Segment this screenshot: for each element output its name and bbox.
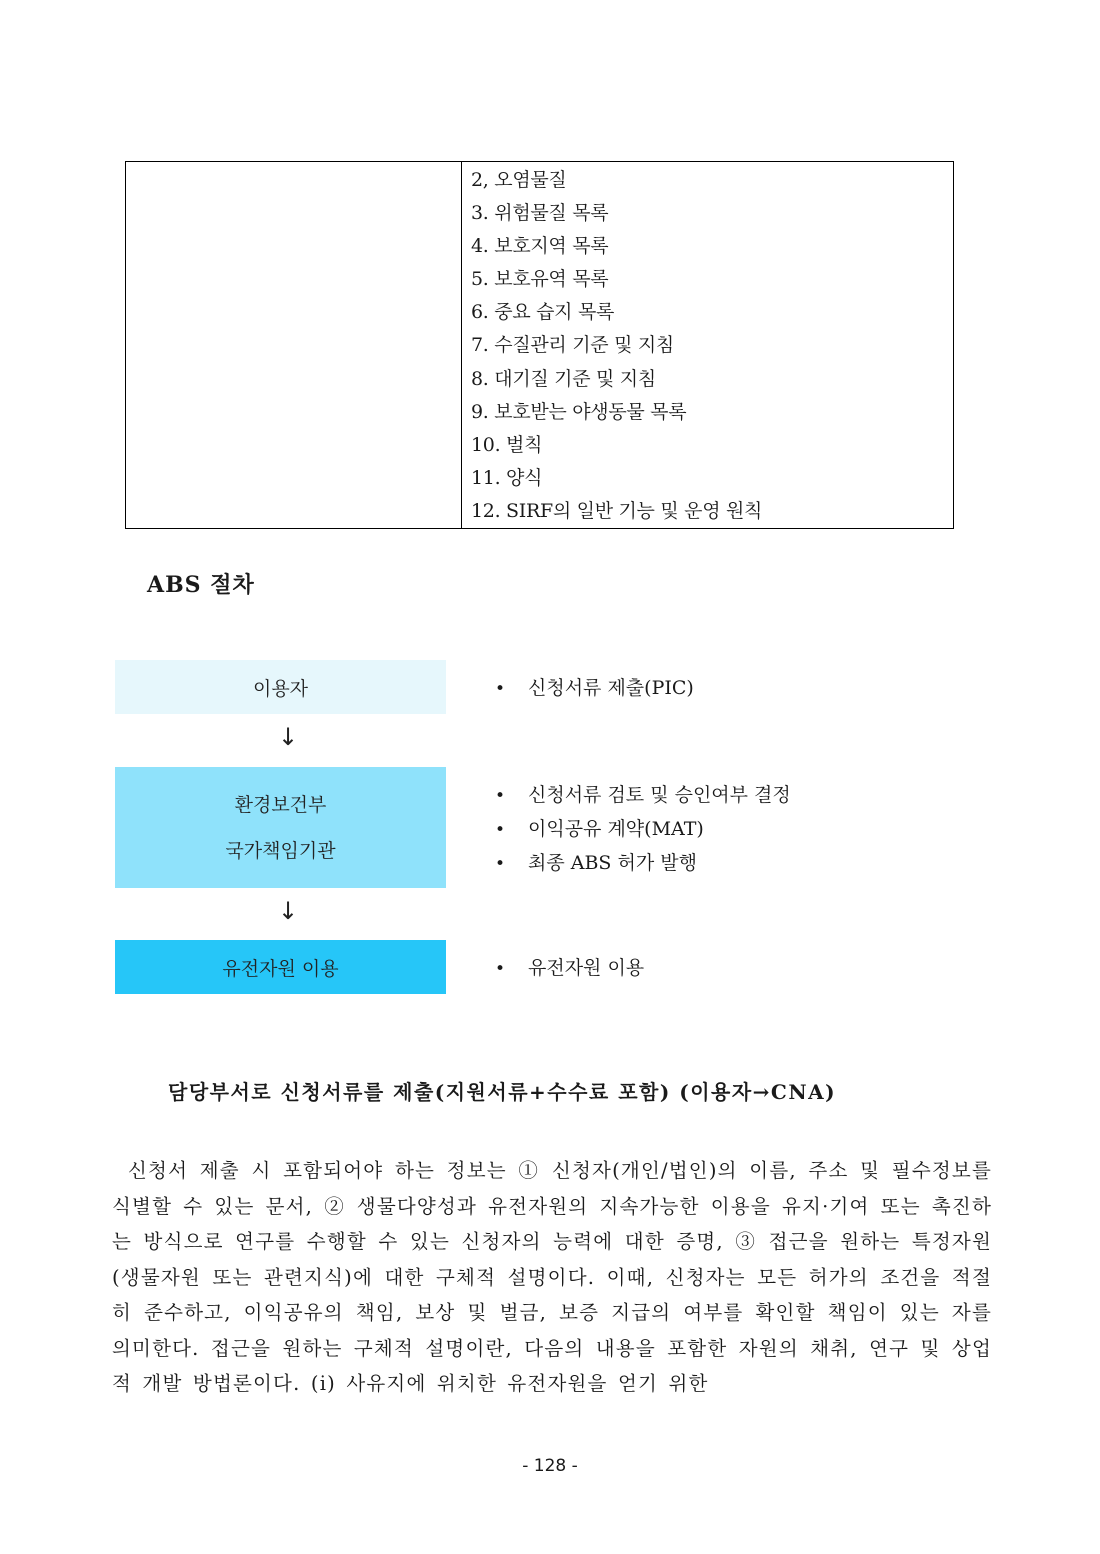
flow-box-authority bbox=[115, 767, 446, 888]
step-bullets-authority bbox=[495, 778, 791, 880]
body-paragraph: 신청서 제출 시 포함되어야 하는 정보는 ① 신청자(개인/법인)의 이름, 주소 및 필수정보를 식별할 수 있는 문서, ② 생물다양성과 유전자원의 지속가능한 이용을 유지·기여 또는 촉진하는 방식으로 연구를 수행할 수 있는 신청자의 능력에 대한 증명, ③ 접근을 원하는 특정자원(생물자원 또는 관련지식)에 대한 구체적 설명이다. 이때, 신청자는 모든 허가의 조건을 적절히 준수하고, 이익공유의 책임, 보상 및 벌금, 보증 지급의 여부를 확인할 책임이 있는 자를 의미한다. 접근을 원하는 구체적 설명이란, 다음의 내용을 포함한 자원의 채취, 연구 및 상업적 개발 방법론이다. (ⅰ) 사유지에 위치한 유전자원을 얻기 위한 bbox=[112, 1159, 992, 1395]
bullet-text: 이익공유 계약(MAT) bbox=[528, 818, 704, 840]
list-item bbox=[495, 846, 791, 880]
list-item bbox=[495, 778, 791, 812]
list-item bbox=[495, 951, 644, 985]
list-item bbox=[495, 671, 694, 705]
bullet-icon: • bbox=[495, 679, 506, 699]
bullet-icon: • bbox=[495, 959, 506, 979]
contents-table bbox=[125, 161, 954, 529]
bullet-icon: • bbox=[495, 820, 506, 840]
contents-table-empty-cell bbox=[126, 162, 462, 529]
contents-list bbox=[462, 162, 953, 528]
list-item: 11. 양식 bbox=[471, 466, 543, 489]
down-arrow-icon: ↓ bbox=[278, 897, 299, 925]
list-item: 10. 벌칙 bbox=[471, 433, 543, 456]
bullet-text: 신청서류 제출(PIC) bbox=[528, 677, 694, 699]
page-number: - 128 - bbox=[522, 1456, 578, 1476]
bullet-text: 유전자원 이용 bbox=[528, 957, 645, 979]
section-title: ABS 절차 bbox=[147, 572, 255, 598]
step-bullets-user bbox=[495, 671, 694, 705]
contents-table-list-cell bbox=[462, 162, 954, 529]
list-item bbox=[495, 812, 791, 846]
list-item: 4. 보호지역 목록 bbox=[471, 235, 609, 258]
list-item: 12. SIRF의 일반 기능 및 운영 원칙 bbox=[471, 499, 763, 522]
flow-box-label: 유전자원 이용 bbox=[222, 957, 339, 980]
flow-box-label: 이용자 bbox=[252, 677, 309, 700]
list-item: 3. 위험물질 목록 bbox=[471, 202, 609, 225]
list-item: 9. 보호받는 야생동물 목록 bbox=[471, 400, 687, 423]
bullet-text: 최종 ABS 허가 발행 bbox=[528, 852, 697, 874]
subheading: 담당부서로 신청서류를 제출(지원서류+수수료 포함) (이용자→CNA) bbox=[168, 1080, 837, 1104]
list-item: 8. 대기질 기준 및 지침 bbox=[471, 367, 656, 390]
list-item: 6. 중요 습지 목록 bbox=[471, 301, 615, 324]
flow-box-label: 환경보건부 bbox=[234, 793, 327, 816]
down-arrow-icon: ↓ bbox=[278, 723, 299, 751]
bullet-text: 신청서류 검토 및 승인여부 결정 bbox=[528, 784, 791, 806]
bullet-icon: • bbox=[495, 786, 506, 806]
step-bullets-genetic-use bbox=[495, 951, 644, 985]
flow-box-genetic-use bbox=[115, 940, 446, 994]
bullet-icon: • bbox=[495, 854, 506, 874]
list-item: 2, 오염물질 bbox=[471, 169, 567, 191]
flow-box-user bbox=[115, 660, 446, 714]
list-item: 5. 보호유역 목록 bbox=[471, 268, 609, 291]
list-item: 7. 수질관리 기준 및 지침 bbox=[471, 334, 674, 357]
flow-box-label: 국가책임기관 bbox=[225, 839, 336, 862]
